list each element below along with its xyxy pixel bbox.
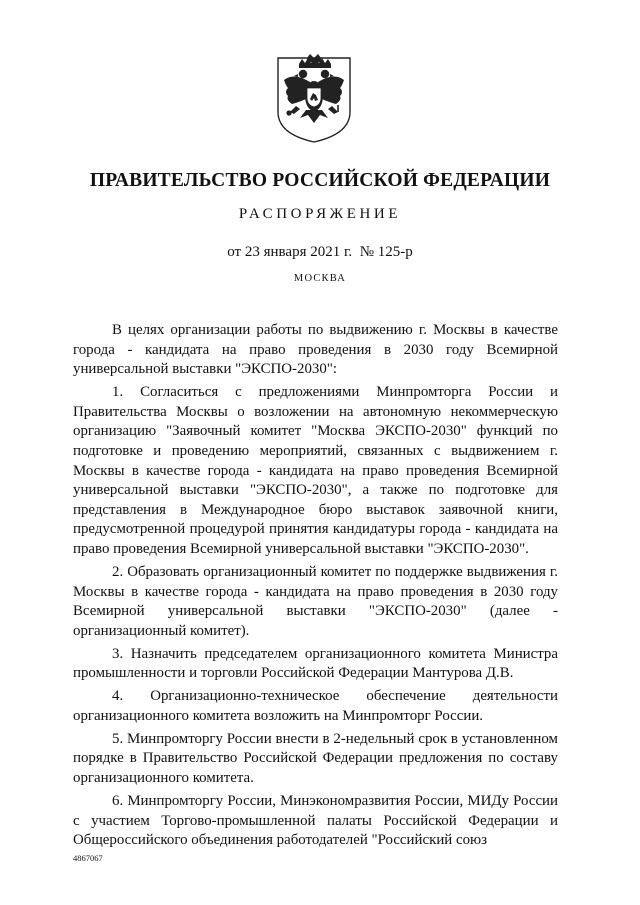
document-date: от 23 января 2021 г. (227, 244, 353, 260)
paragraph-2: 2. Образовать организационный комитет по поддержке выдвижения г. Москвы в качестве города - кандидата на право проведения в 2030 году Всемирной универсальной выставки "ЭКСПО-2030" (далее - организационный комитет). (73, 563, 558, 639)
paragraph-1: 1. Согласиться с предложениями Минпромторга России и Правительства Москвы о возложении на автономную некоммерческую организацию "Заявочный комитет "Москва ЭКСПО-2030" функций по подготовке и проведению мероприятий, связанных с выдвижением г. Москвы в качестве города - кандидата на право проведения Всемирной универсальной выставки "ЭКСПО-2030", а также по подготовке для представления в Международное бюро выставок заявочной книги, предусмотренной процедурой принятия кандидатуры города - кандидата на право проведения Всемирной универсальной выставки "ЭКСПО-2030". (73, 384, 558, 557)
paragraph-6: 6. Минпромторгу России, Минэкономразвития России, МИДу России с участием Торгово-промышленной палаты Российской Федерации и Общероссийского объединения работодателей "Российский союз (73, 793, 558, 849)
document-date-line (0, 244, 640, 261)
paragraph-4: 4. Организационно-техническое обеспечение деятельности организационного комитета возложить на Минпромторг России. (73, 688, 558, 724)
government-title: ПРАВИТЕЛЬСТВО РОССИЙСКОЙ ФЕДЕРАЦИИ (89, 170, 551, 191)
document-code: 4867067 (73, 853, 103, 863)
russian-coat-of-arms-icon (274, 52, 354, 144)
paragraph-preamble: В целях организации работы по выдвижению г. Москвы в качестве города - кандидата на право проведения в 2030 году Всемирной универсальной выставки "ЭКСПО-2030": (73, 322, 558, 378)
document-number: № 125-р (359, 244, 413, 260)
document-city: МОСКВА (293, 273, 347, 284)
document-body (73, 321, 558, 854)
paragraph-5: 5. Минпромторгу России внести в 2-недельный срок в установленном порядке в Правительство Российской Федерации предложения по составу организационного комитета. (73, 730, 558, 787)
paragraph-3: 3. Назначить председателем организационного комитета Министра промышленности и торговли Российской Федерации Мантурова Д.В. (73, 645, 558, 682)
document-type: РАСПОРЯЖЕНИЕ (238, 206, 402, 222)
